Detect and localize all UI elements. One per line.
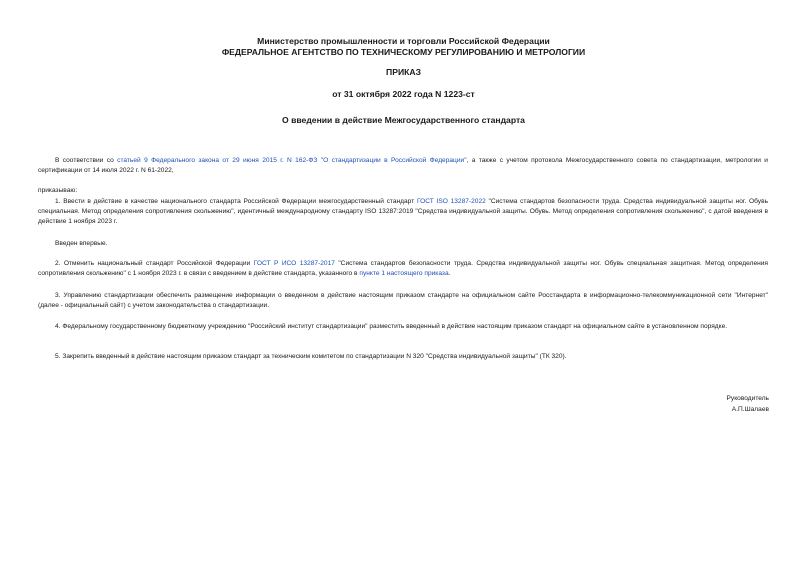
document-date-number: от 31 октября 2022 года N 1223-ст bbox=[332, 89, 475, 99]
gost-iso-link[interactable]: ГОСТ ISO 13287-2022 bbox=[416, 198, 486, 205]
item1-paragraph bbox=[38, 197, 768, 227]
first-time-note: Введен впервые. bbox=[55, 240, 108, 247]
item1-text-pre: 1. Ввести в действие в качестве национального стандарта Российской Федерации межгосударственный стандарт bbox=[55, 198, 417, 205]
document-subject: О введении в действие Межгосударственного стандарта bbox=[282, 115, 525, 125]
intro-paragraph bbox=[38, 156, 768, 176]
item4-paragraph bbox=[38, 322, 768, 332]
item1-text-post: "Система стандартов безопасности труда. Средства индивидуальной защиты ног. Обувь специальная. Метод определения сопротивления скольжению", идентичный международному стандарту ISO 13287:2019 "Средства индивидуальной защиты. Обувь. Метод определения сопротивления скольжению", с датой введения в действие 1 ноября 2023 г. bbox=[38, 198, 769, 225]
item1-reference-link[interactable]: пункте 1 настоящего приказа bbox=[359, 270, 449, 277]
agency-title: ФЕДЕРАЛЬНОЕ АГЕНТСТВО ПО ТЕХНИЧЕСКОМУ РЕГУЛИРОВАНИЮ И МЕТРОЛОГИИ bbox=[221, 47, 586, 57]
intro-text-post: , а также с учетом протокола Межгосударственного совета по стандартизации, метрологии и сертификации от 14 июля 2022 г. N 61-2022, bbox=[38, 157, 768, 174]
item5-text: 5. Закрепить введенный в действие настоящим приказом стандарт за техническим комитетом по стандартизации N 320 "Средства индивидуальной защиты" (ТК 320). bbox=[55, 353, 567, 360]
first-time-paragraph bbox=[38, 239, 768, 249]
document-type: ПРИКАЗ bbox=[386, 67, 421, 77]
order-word: приказываю: bbox=[38, 187, 78, 194]
item2-text-mid: "Система стандартов безопасности труда. Средства индивидуальной защиты ног. Обувь специальная защитная. Метод определения сопротивления скольжению" с 1 ноября 2023 г. в связи с введением в действие стандарта, указанного в bbox=[38, 260, 769, 277]
signature-name: А.П.Шалаев bbox=[731, 406, 769, 413]
intro-text-pre: В соответствии со bbox=[55, 157, 118, 164]
item2-paragraph bbox=[38, 259, 768, 279]
item2-text-post: . bbox=[448, 270, 451, 277]
ministry-title: Министерство промышленности и торговли Российской Федерации bbox=[257, 36, 550, 46]
law-link[interactable]: статьей 9 Федерального закона от 29 июня 2015 г. N 162-ФЗ "О стандартизации в Российской Федерации" bbox=[117, 157, 467, 164]
item4-text: 4. Федеральному государственному бюджетному учреждению "Российский институт стандартизации" разместить введенный в действие настоящим приказом стандарт на официальном сайте в установленном порядке. bbox=[55, 323, 728, 330]
item2-text-pre: 2. Отменить национальный стандарт Российской Федерации bbox=[55, 260, 254, 267]
item3-paragraph bbox=[38, 291, 768, 311]
signature-role: Руководитель bbox=[726, 395, 769, 402]
item5-paragraph bbox=[38, 352, 768, 362]
order-word-paragraph bbox=[38, 186, 768, 196]
item3-text: 3. Управлению стандартизации обеспечить размещение информации о введенном в действие настоящим приказом стандарте на официальном сайте Росстандарта в информационно-телекоммуникационной сети "Интернет" (далее - официальный сайт) с учетом законодательства о стандартизации. bbox=[38, 292, 768, 309]
gost-r-iso-link[interactable]: ГОСТ Р ИСО 13287-2017 bbox=[253, 260, 335, 267]
